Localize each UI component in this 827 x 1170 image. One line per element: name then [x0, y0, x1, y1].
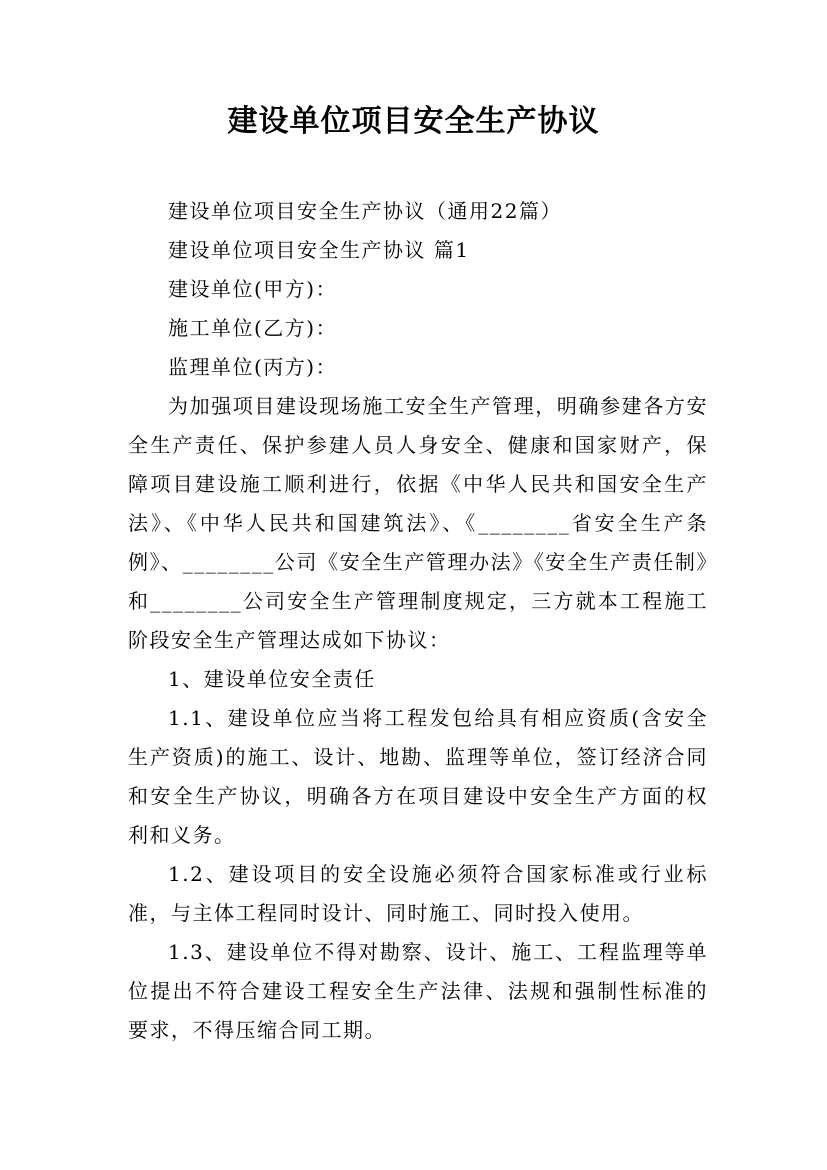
subtitle-line: 建设单位项目安全生产协议（通用22篇）: [168, 199, 562, 223]
section-heading: 建设单位项目安全生产协议 篇1: [168, 238, 470, 262]
clause-heading: 1、建设单位安全责任: [168, 667, 376, 691]
document-title: 建设单位项目安全生产协议: [227, 104, 600, 139]
party-c-line: 监理单位(丙方)：: [168, 355, 338, 379]
document-body: [128, 192, 708, 1050]
clause-1-3: 1.3、建设单位不得对勘察、设计、施工、工程监理等单位提出不符合建设工程安全生产法律、法规和强制性标准的要求，不得压缩合同工期。: [128, 940, 708, 1042]
clause-1-1: 1.1、建设单位应当将工程发包给具有相应资质(含安全生产资质)的施工、设计、地勘、监理等单位，签订经济合同和安全生产协议，明确各方在项目建设中安全生产方面的权利和义务。: [128, 706, 708, 847]
party-a-line: 建设单位(甲方)：: [168, 277, 338, 301]
party-b-line: 施工单位(乙方)：: [168, 316, 338, 340]
preamble-paragraph: 为加强项目建设现场施工安全生产管理，明确参建各方安全生产责任、保护参建人员人身安全、健康和国家财产，保障项目建设施工顺利进行，依据《中华人民共和国安全生产法》、《中华人民共和国建筑法》、《________省安全生产条例》、________公司《安全生产管理办法》《安全生产责任制》和________公司安全生产管理制度规定，三方就本工程施工阶段安全生产管理达成如下协议：: [128, 394, 708, 652]
clause-1-2: 1.2、建设项目的安全设施必须符合国家标准或行业标准，与主体工程同时设计、同时施工、同时投入使用。: [128, 862, 708, 925]
